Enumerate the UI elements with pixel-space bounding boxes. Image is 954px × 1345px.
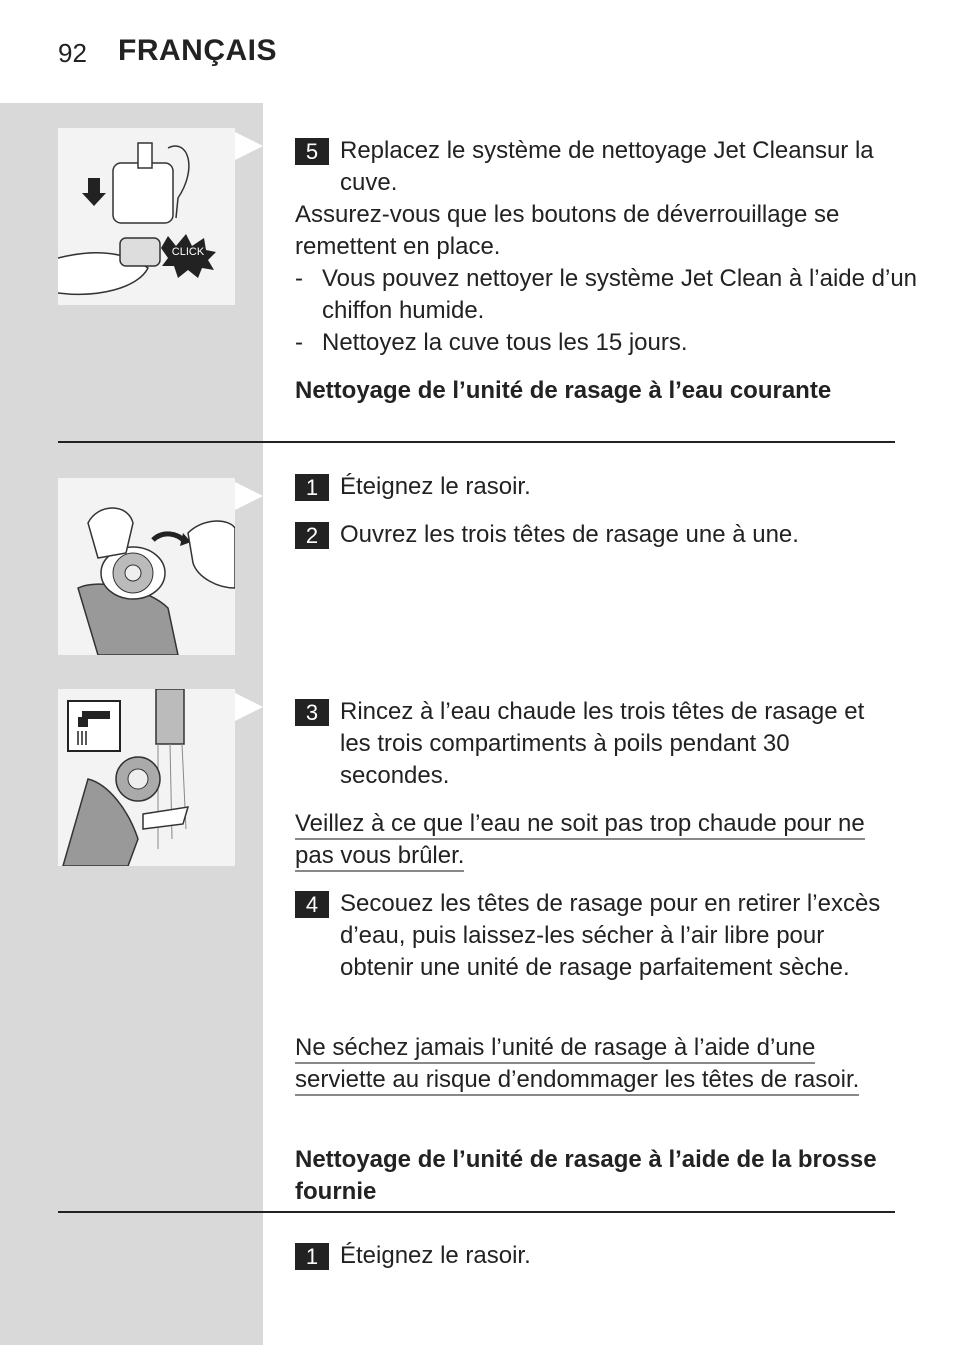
bullet-dash: -	[295, 265, 303, 292]
warning-text: Ne séchez jamais l’unité de rasage à l’aide d’une serviette au risque d’endommager les têtes de rasoir.	[295, 1034, 859, 1096]
section-rule	[58, 1211, 895, 1213]
step-number: 4	[295, 891, 329, 918]
note-text: Assurez-vous que les boutons de déverrouillage se remettent en place.	[295, 201, 840, 260]
step-4	[295, 888, 900, 984]
down-arrow-icon	[82, 178, 106, 206]
bullet-item	[295, 263, 922, 327]
step-text: Replacez le système de nettoyage Jet Cleansur la cuve.	[340, 137, 874, 196]
illustration-rinse	[58, 689, 235, 866]
step-text: Éteignez le rasoir.	[340, 1242, 531, 1269]
pointer-notch	[235, 132, 263, 160]
page-number: 92	[58, 38, 87, 68]
warning-text: Veillez à ce que l’eau ne soit pas trop chaude pour ne pas vous brûler.	[295, 810, 865, 872]
section-heading: Nettoyage de l’unité de rasage à l’aide de la brosse fournie	[295, 1146, 877, 1205]
step-2	[295, 519, 900, 551]
step-number: 5	[295, 138, 329, 165]
step-3	[295, 696, 900, 792]
step-1	[295, 1240, 900, 1272]
warning-hot-water	[295, 808, 885, 872]
bullet-text: Vous pouvez nettoyer le système Jet Clean à l’aide d’un chiffon humide.	[322, 265, 918, 324]
pointer-notch	[235, 693, 263, 721]
step-number: 1	[295, 1243, 329, 1270]
step-number: 2	[295, 522, 329, 549]
bullet-item	[295, 327, 922, 359]
bullet-dash: -	[295, 329, 303, 356]
step-5	[295, 135, 900, 199]
illustration-jet-clean-replace	[58, 128, 235, 305]
section-rule	[58, 441, 895, 443]
step-text: Secouez les têtes de rasage pour en retirer l’excès d’eau, puis laissez-les sécher à l’air libre pour obtenir une unité de rasage parfaitement sèche.	[340, 890, 881, 981]
step-1	[295, 471, 900, 503]
section-heading: Nettoyage de l’unité de rasage à l’eau courante	[295, 377, 832, 404]
step-number: 1	[295, 474, 329, 501]
tap-water-icon	[68, 701, 120, 751]
illustration-open-heads	[58, 478, 235, 655]
pointer-notch	[235, 482, 263, 510]
language-title: FRANÇAIS	[118, 34, 277, 67]
warning-towel	[295, 1032, 875, 1096]
step-text: Éteignez le rasoir.	[340, 473, 531, 500]
step-number: 3	[295, 699, 329, 726]
bullet-text: Nettoyez la cuve tous les 15 jours.	[322, 329, 688, 356]
click-label: CLICK	[171, 246, 205, 258]
step-text: Ouvrez les trois têtes de rasage une à une.	[340, 521, 799, 548]
step-text: Rincez à l’eau chaude les trois têtes de rasage et les trois compartiments à poils pendant 30 secondes.	[340, 698, 865, 789]
